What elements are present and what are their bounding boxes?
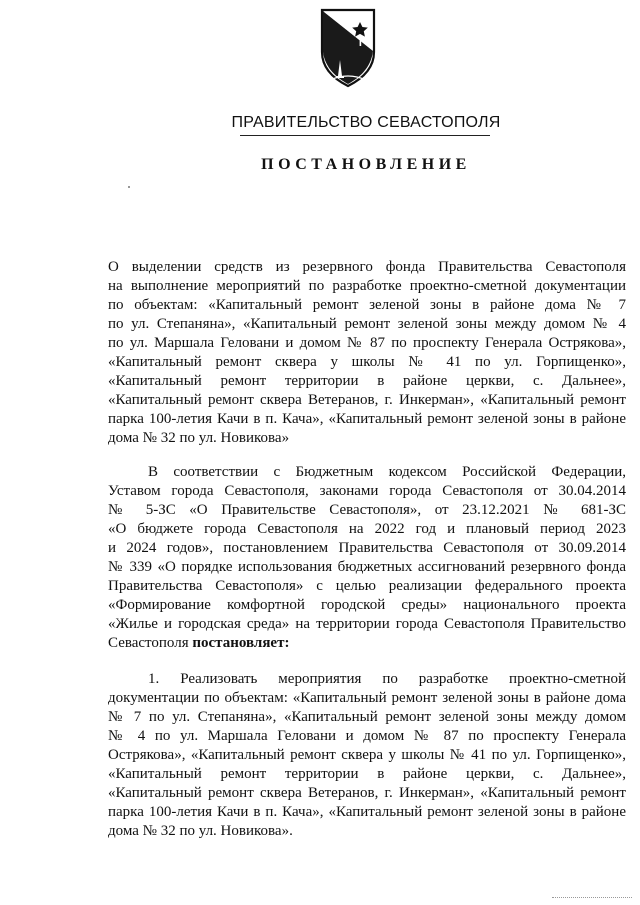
preamble-line: Правительства Севастополя» с целью реализации федерального проекта bbox=[108, 578, 626, 594]
preamble-line: и 2024 годов», постановлением Правительства Севастополя от 30.09.2014 bbox=[108, 540, 626, 556]
preamble-line: «Формирование комфортной городской среды» национального проекта bbox=[108, 597, 626, 613]
subject-line: «Капитальный ремонт сквера у школы № 41 по ул. Горпищенко», bbox=[108, 354, 626, 370]
item-line: «Капитальный ремонт территории в районе церкви, с. Дальнее», bbox=[108, 766, 626, 782]
item-line: парка 100-летия Качи в п. Кача», «Капитальный ремонт зеленой зоны в районе bbox=[108, 804, 626, 820]
preamble-line: В соответствии с Бюджетным кодексом Российской Федерации, bbox=[148, 464, 626, 480]
subject-line: по ул. Маршала Геловани и домом № 87 по проспекту Генерала Острякова», bbox=[108, 335, 626, 351]
scan-edge-mark bbox=[552, 897, 632, 901]
subject-line: «Капитальный ремонт территории в районе церкви, с. Дальнее», bbox=[108, 373, 626, 389]
item-line: «Капитальный ремонт сквера Ветеранов, г. Инкерман», «Капитальный ремонт bbox=[108, 785, 626, 801]
subject-line: по ул. Степаняна», «Капитальный ремонт зеленой зоны между домом № 4 bbox=[108, 316, 626, 332]
preamble-line: «О бюджете города Севастополя на 2022 год и плановый период 2023 bbox=[108, 521, 626, 537]
subject-line: на выполнение мероприятий по разработке проектно-сметной документации bbox=[108, 278, 626, 294]
item-line: дома № 32 по ул. Новикова». bbox=[108, 823, 293, 839]
item-line: документации по объектам: «Капитальный ремонт зеленой зоны в районе дома bbox=[108, 690, 626, 706]
subject-line: дома № 32 по ул. Новикова» bbox=[108, 430, 290, 446]
decree-item-1 bbox=[108, 670, 626, 841]
item-line: Острякова», «Капитальный ремонт сквера у школы № 41 по ул. Горпищенко», bbox=[108, 747, 626, 763]
decree-subject bbox=[108, 258, 626, 448]
item-line: № 4 по ул. Маршала Геловани и домом № 87 по проспекту Генерала bbox=[108, 728, 626, 744]
preamble-line: № 5-ЗС «О Правительстве Севастополя», от 23.12.2021 № 681-ЗС bbox=[108, 502, 626, 518]
item-line: № 7 по ул. Степаняна», «Капитальный ремонт зеленой зоны между домом bbox=[108, 709, 626, 725]
subject-line: парка 100-летия Качи в п. Кача», «Капитальный ремонт зеленой зоны в районе bbox=[108, 411, 626, 427]
preamble-line: Уставом города Севастополя, законами города Севастополя от 30.04.2014 bbox=[108, 483, 626, 499]
sevastopol-coat-of-arms-icon bbox=[318, 6, 378, 88]
header-divider bbox=[240, 135, 490, 136]
decree-preamble bbox=[108, 463, 626, 653]
preamble-line: Севастополя bbox=[108, 635, 193, 651]
preamble-line: «Жилье и городская среда» на территории города Севастополя Правительство bbox=[108, 616, 626, 632]
subject-line: по объектам: «Капитальный ремонт зеленой зоны в районе дома № 7 bbox=[108, 297, 626, 313]
document-type-heading: ПОСТАНОВЛЕНИЕ bbox=[261, 156, 471, 173]
subject-line: О выделении средств из резервного фонда Правительства Севастополя bbox=[108, 259, 626, 275]
scan-speck bbox=[128, 186, 130, 188]
preamble-line: № 339 «О порядке использования бюджетных ассигнований резервного фонда bbox=[108, 559, 626, 575]
organization-name: ПРАВИТЕЛЬСТВО СЕВАСТОПОЛЯ bbox=[231, 114, 501, 131]
preamble-final-line bbox=[108, 634, 626, 653]
subject-line: «Капитальный ремонт сквера Ветеранов, г. Инкерман», «Капитальный ремонт bbox=[108, 392, 626, 408]
decree-operative-word: постановляет: bbox=[192, 635, 290, 651]
item-line: 1. Реализовать мероприятия по разработке проектно-сметной bbox=[148, 671, 626, 687]
